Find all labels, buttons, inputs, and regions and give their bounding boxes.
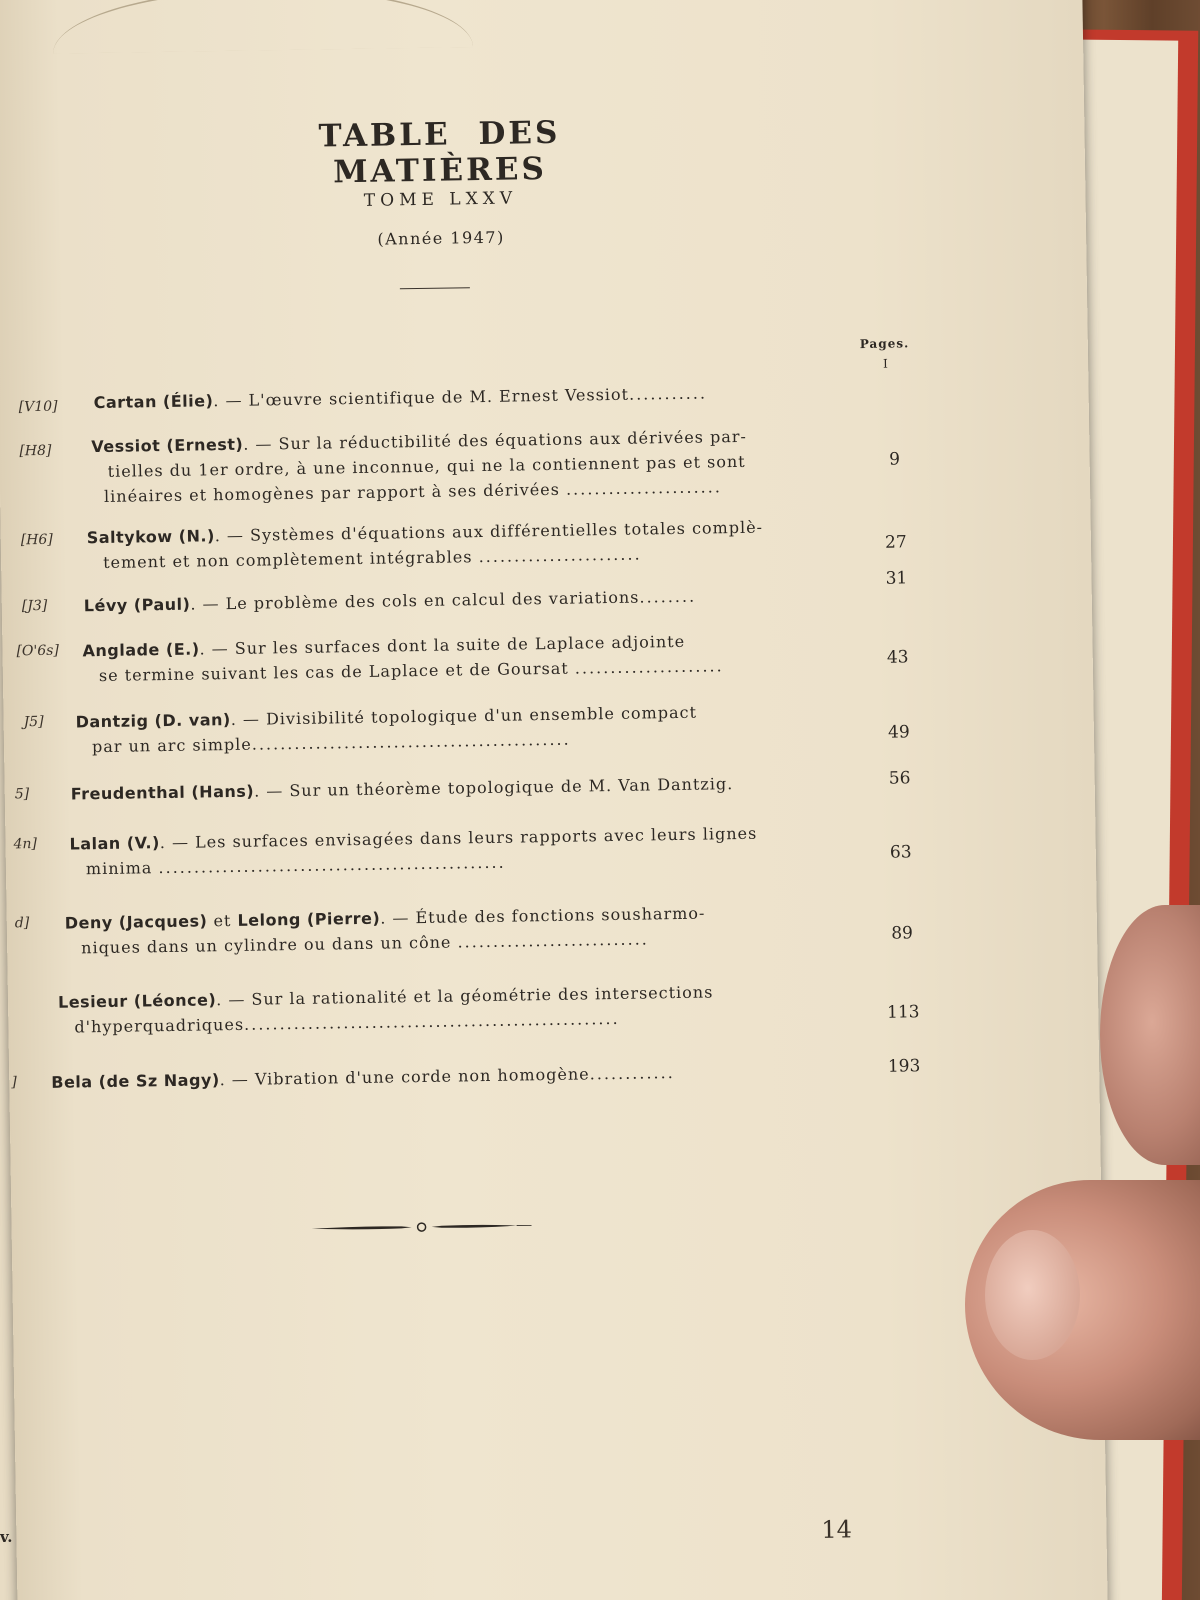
entry-text — [91, 422, 857, 509]
entry-text — [87, 513, 853, 575]
entry-author: Lalan — [69, 833, 121, 854]
entry-initials: (Ernest) — [166, 434, 244, 455]
classification-code: ] — [11, 1074, 17, 1091]
entry-page-number: 31 — [885, 568, 908, 589]
classification-code: [O'6s] — [16, 642, 59, 660]
entry-title-continued: tielles du 1er ordre, à une inconnue, qui ne la contiennent pas et sont — [107, 451, 746, 481]
intro-page-number: I — [882, 356, 888, 371]
entry-title-line2: minima ................................................. — [85, 852, 506, 879]
toc-entry — [8, 975, 1008, 1037]
entry-page-number: 113 — [886, 1002, 920, 1023]
entry-author: Freudenthal — [70, 782, 186, 804]
entry-text — [93, 378, 858, 415]
entry-initials: (de Sz Nagy) — [98, 1070, 220, 1092]
volume-label: TOME LXXV — [363, 188, 518, 211]
entry-initials: (Paul) — [133, 594, 191, 615]
year-label: (Année 1947) — [377, 227, 505, 249]
entry-title-line3: linéaires et homogènes par rapport à ses dérivées ...................... — [103, 477, 722, 506]
entry-initials: (Jacques) — [118, 911, 208, 932]
margin-fragment-bottom: v. — [0, 1528, 13, 1546]
entry-text — [82, 626, 848, 688]
entry-title: . — Étude des fonctions sousharmo- — [380, 903, 706, 928]
entry-author: Lévy — [83, 595, 128, 616]
entry-title-line2: se termine suivant les cas de Laplace et de Goursat ..................... — [98, 656, 724, 686]
entry-author: Lesieur — [57, 991, 128, 1012]
toc-entry — [5, 817, 1005, 879]
toc-entry — [0, 420, 999, 506]
entry-page-number: 89 — [891, 923, 914, 944]
entry-title: . — Sur les surfaces dont la suite de Laplace adjointe — [199, 631, 686, 659]
entry-page-number: 193 — [887, 1056, 921, 1077]
entry-title: . — L'œuvre scientifique de M. Ernest Vessiot — [213, 384, 630, 411]
entry-initials: (D. van) — [154, 710, 231, 731]
toc-entry — [9, 1055, 1009, 1092]
toc-entry — [1, 511, 1001, 572]
entry-title-line2: tement et non complètement intégrables ....................... — [102, 544, 642, 572]
entry-title: . — Le problème des cols en calcul des variations — [190, 587, 640, 614]
entry-title: . — Sur la rationalité et la géométrie des intersections — [216, 982, 714, 1010]
entry-text — [75, 697, 841, 759]
entry-page-number: 9 — [889, 449, 901, 470]
entry-text — [69, 820, 835, 882]
entry-page-number: 43 — [886, 647, 909, 668]
toc-entry — [7, 896, 1007, 958]
classification-code: [H6] — [20, 531, 53, 549]
entry-title: . — Sur un théorème topologique de M. Van Dantzig. — [253, 774, 734, 801]
entry-title: . — Systèmes d'équations aux différentielles totales complè- — [214, 517, 764, 546]
entry-title: . — Vibration d'une corde non homogène — [219, 1064, 590, 1090]
entry-title: . — Sur la réductibilité des équations aux dérivées par- — [243, 426, 748, 454]
entry-initials: (Léonce) — [133, 990, 217, 1011]
entry-author: Cartan — [93, 392, 158, 413]
toc-entry — [3, 695, 1003, 757]
entry-title-line2: niques dans un cylindre ou dans un cône ........................... — [81, 929, 649, 958]
classification-code: [H8] — [19, 442, 52, 460]
entry-text — [65, 899, 831, 961]
toc-entry — [0, 376, 998, 416]
leader-dots: ............ — [589, 1063, 675, 1084]
title-divider — [400, 287, 470, 289]
entry-text — [71, 770, 836, 807]
page-title: TABLE DES MATIÈRES — [318, 114, 561, 191]
entry-author: Vessiot — [91, 436, 161, 457]
classification-code: 4n] — [13, 836, 38, 853]
entry-initials: (V.) — [126, 833, 160, 853]
entry-text — [58, 978, 824, 1040]
leader-dots: ........... — [628, 383, 708, 404]
toc-entry — [2, 624, 1002, 686]
thumb-nail-highlight — [985, 1230, 1080, 1360]
entry-page-number: 63 — [889, 842, 912, 863]
entry-author: Deny — [64, 912, 113, 933]
entry-initials-2: (Pierre) — [306, 908, 381, 929]
classification-code: J5] — [23, 713, 44, 731]
entry-page-number: 49 — [887, 722, 910, 743]
classification-code: d] — [14, 915, 30, 932]
entry-author: Saltykow — [86, 526, 173, 548]
entry-title-line2: par un arc simple............................................. — [91, 729, 571, 757]
entry-initials: (E.) — [165, 639, 200, 660]
entry-text — [51, 1058, 816, 1095]
entry-author: Dantzig — [75, 711, 149, 732]
classification-code: [J3] — [21, 597, 48, 615]
entry-page-number: 56 — [888, 768, 911, 789]
decorative-ornament — [312, 1218, 532, 1235]
entry-author: Anglade — [82, 640, 160, 661]
entry-author: Bela — [51, 1072, 93, 1092]
entry-author-2: Lelong — [237, 909, 301, 930]
toc-entry — [2, 568, 1002, 616]
entry-title: . — Divisibilité topologique d'un ensemble compact — [230, 702, 698, 730]
page-curve-edge — [52, 0, 473, 54]
pages-column-header: Pages. — [859, 336, 910, 352]
entry-text — [84, 581, 849, 618]
classification-code: 5] — [14, 786, 30, 803]
entry-initials: (Hans) — [191, 781, 255, 802]
entry-initials: (N.) — [178, 526, 215, 546]
leader-dots: ........ — [639, 586, 697, 607]
classification-code: [V10] — [18, 398, 58, 416]
entry-title: . — Les surfaces envisagées dans leurs rapports avec leurs lignes — [159, 823, 758, 853]
entry-title-line2: d'hyperquadriques..................................................... — [74, 1008, 620, 1037]
entry-conjunction: et — [207, 910, 238, 931]
entry-initials: (Élie) — [162, 391, 214, 412]
entry-page-number: 27 — [884, 532, 907, 553]
handwritten-page-number: 14 — [821, 1515, 853, 1544]
toc-entry — [5, 767, 1005, 804]
